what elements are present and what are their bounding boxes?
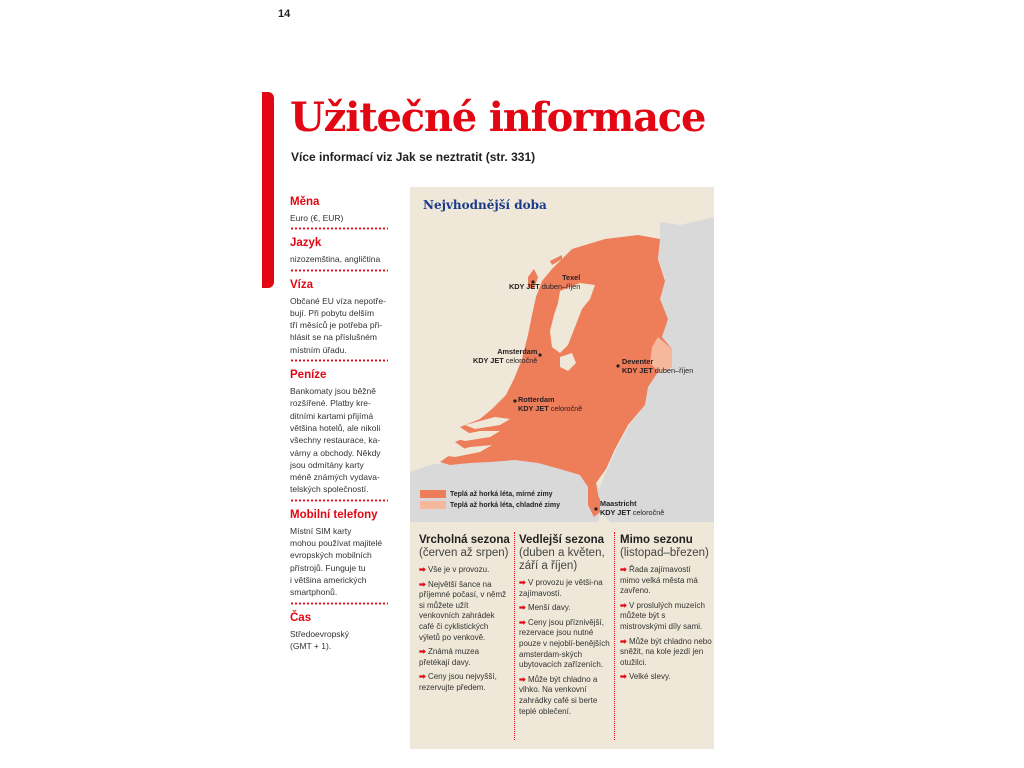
panel-title: Nejvhodnější doba bbox=[423, 198, 547, 212]
sidebar-text: nizozemština, angličtina bbox=[290, 254, 381, 265]
season-item: ➡ Největší šance na příjemné počasí, v němž si můžete užít venkovních zahrádek café či cyklistických výletů po venkově. bbox=[419, 579, 507, 642]
map-label-amsterdam bbox=[473, 347, 537, 365]
season-name: Vrcholná sezona bbox=[419, 534, 510, 546]
sidebar-text: Občané EU víza nepotře- bují. Při pobytu delším tří měsíců je potřeba při- hlásit se na příslušném místním úřadu. bbox=[290, 295, 386, 355]
season-item: ➡ V proslulých muzeích můžete být s mistrovskými díly sami. bbox=[620, 600, 705, 631]
sidebar-text: Středoevropský (GMT + 1). bbox=[290, 628, 350, 651]
legend-label: Teplá až horká léta, mírné zimy bbox=[450, 490, 553, 498]
when-value: celoročně bbox=[505, 356, 538, 365]
sidebar-heading: Víza bbox=[290, 278, 314, 291]
season-item: ➡ Známá muzea přetékají davy. bbox=[419, 647, 480, 667]
season-item: ➡ Ceny jsou nejvyšší, rezervujte předem. bbox=[419, 672, 497, 692]
legend-label: Teplá až horká léta, chladné zimy bbox=[450, 501, 560, 509]
section-accent-bar bbox=[262, 92, 274, 288]
map-label-rotterdam bbox=[518, 395, 582, 413]
season-item: ➡ Vše je v provozu. bbox=[419, 565, 490, 574]
page-title: Užitečné informace bbox=[290, 94, 706, 141]
location-name: Maastricht bbox=[600, 499, 637, 508]
season-item: ➡ V provozu je větši-na zajímavostí. bbox=[519, 578, 603, 598]
map-label-deventer bbox=[622, 357, 693, 375]
location-name: Deventer bbox=[622, 357, 654, 366]
seasons-section bbox=[410, 524, 714, 749]
arrow-right-icon: ➡ bbox=[519, 578, 526, 587]
season-item: ➡ Může být chladno a vlhko. Na venkovní zahrádky café si berte teplé oblečení. bbox=[519, 674, 598, 716]
sidebar-heading: Čas bbox=[290, 611, 312, 624]
when-label: KDY JET bbox=[509, 282, 540, 291]
arrow-right-icon: ➡ bbox=[519, 603, 526, 613]
sidebar-text: Euro (€, EUR) bbox=[290, 213, 344, 223]
map-label-texel bbox=[509, 273, 580, 291]
when-value: celoročně bbox=[632, 508, 665, 517]
deventer-dot bbox=[616, 364, 619, 367]
season-shoulder bbox=[519, 534, 611, 721]
arrow-right-icon: ➡ bbox=[620, 636, 627, 646]
season-name: Mimo sezonu bbox=[620, 534, 693, 546]
maastricht-dot bbox=[594, 507, 597, 510]
sidebar-section-currency bbox=[290, 196, 388, 230]
season-item: ➡ Velké slevy. bbox=[620, 672, 671, 682]
season-period: (listopad–březen) bbox=[620, 547, 709, 559]
when-value: celoročně bbox=[550, 404, 583, 413]
season-off bbox=[620, 534, 712, 687]
amsterdam-dot bbox=[538, 353, 541, 356]
sidebar-heading: Měna bbox=[290, 196, 320, 208]
season-item: ➡ Může být chladno nebo sněžit, na kole jezdí jen otužilci. bbox=[620, 636, 712, 667]
legend-item-cold bbox=[420, 501, 560, 509]
arrow-right-icon: ➡ bbox=[519, 617, 526, 627]
legend-swatch bbox=[420, 490, 446, 498]
arrow-right-icon: ➡ bbox=[419, 579, 426, 589]
arrow-right-icon: ➡ bbox=[419, 565, 426, 574]
location-name: Texel bbox=[562, 273, 581, 282]
sidebar-heading: Peníze bbox=[290, 369, 327, 382]
when-label: KDY JET bbox=[473, 356, 504, 365]
arrow-right-icon: ➡ bbox=[620, 600, 627, 610]
page-number: 14 bbox=[278, 8, 291, 20]
info-sidebar bbox=[290, 196, 388, 665]
when-value: duben–říjen bbox=[541, 282, 581, 291]
arrow-right-icon: ➡ bbox=[620, 672, 627, 682]
netherlands-map bbox=[410, 187, 714, 522]
season-item: ➡ Ceny jsou příznivější, rezervace jsou nutné pouze v nejoblí-benějších amsterdam-ských ubytovacích zařízeních. bbox=[519, 617, 610, 670]
when-label: KDY JET bbox=[600, 508, 631, 517]
column-divider bbox=[614, 532, 615, 740]
season-name: Vedlejší sezona bbox=[519, 534, 605, 546]
arrow-right-icon: ➡ bbox=[419, 672, 426, 682]
sidebar-section-money bbox=[290, 369, 388, 502]
location-name: Amsterdam bbox=[497, 347, 538, 356]
sidebar-section-mobile bbox=[290, 509, 388, 605]
sidebar-section-time bbox=[290, 612, 388, 659]
season-item: ➡ Menší davy. bbox=[519, 603, 571, 613]
when-value: duben–říjen bbox=[654, 366, 694, 375]
sidebar-text: Místní SIM karty mohou používat majitelé evropských mobilních přístrojů. Funguje tu i většina amerických smartphonů. bbox=[290, 525, 383, 598]
arrow-right-icon: ➡ bbox=[620, 565, 627, 574]
legend-item-warm bbox=[420, 490, 553, 498]
sidebar-section-visa bbox=[290, 279, 388, 362]
season-period: (červen až srpen) bbox=[419, 547, 509, 559]
season-item: ➡ Řada zajímavostí mimo velká města má zavřeno. bbox=[620, 565, 698, 596]
page-subtitle: Více informací viz Jak se neztratit (str. 331) bbox=[291, 150, 536, 164]
arrow-right-icon: ➡ bbox=[519, 674, 526, 684]
sidebar-heading: Jazyk bbox=[290, 237, 322, 250]
sidebar-section-language bbox=[290, 237, 388, 271]
season-period: (duben a květen, září a říjen) bbox=[519, 547, 605, 572]
legend-swatch bbox=[420, 501, 446, 509]
map-label-maastricht bbox=[600, 499, 664, 517]
location-name: Rotterdam bbox=[518, 395, 555, 404]
season-peak bbox=[419, 534, 511, 698]
sidebar-text: Bankomaty jsou běžně rozšířené. Platby kre- ditními kartami přijímá většina hotelů, ale nikoli všechny restaurace, ka- várny a obchody. Někdy jsou odmítány karty méně známých vydava- telských společností. bbox=[290, 386, 381, 495]
arrow-right-icon: ➡ bbox=[419, 647, 426, 657]
when-label: KDY JET bbox=[622, 366, 653, 375]
best-time-panel bbox=[410, 187, 714, 749]
sidebar-heading: Mobilní telefony bbox=[290, 508, 378, 521]
column-divider bbox=[514, 532, 515, 740]
when-label: KDY JET bbox=[518, 404, 549, 413]
rotterdam-dot bbox=[513, 399, 516, 402]
